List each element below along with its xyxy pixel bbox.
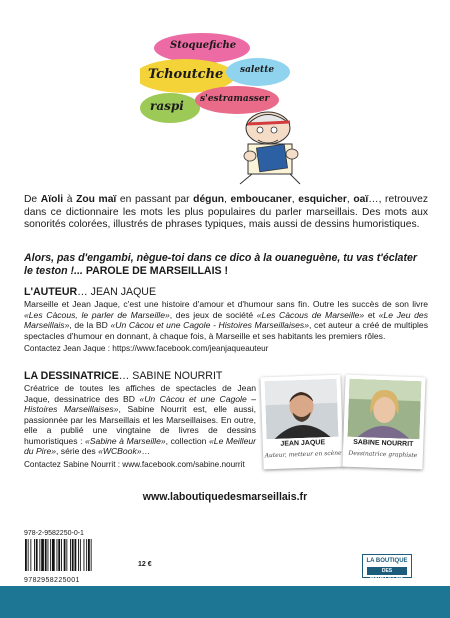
- price-label: 12 €: [138, 561, 152, 568]
- bottom-color-band: [0, 586, 450, 618]
- cartoon-illustration: [140, 28, 310, 188]
- author-photo-name: JEAN JAQUE: [280, 439, 326, 448]
- ean-number: 9782958225001: [24, 577, 80, 584]
- website-link[interactable]: www.laboutiquedesmarseillais.fr: [142, 491, 308, 503]
- barcode-block: [24, 530, 128, 584]
- author-section: [24, 286, 428, 354]
- author-photo-card: [260, 375, 343, 470]
- bubble-word: salette: [240, 65, 275, 75]
- author-photo-role: Auteur, metteur en scène: [264, 449, 342, 460]
- illustrator-photo: [347, 379, 421, 439]
- illustrator-bio: Créatrice de toutes les affiches de spectacles de Jean Jaque, dessinatrice des BD «Un Càcou et une Cagole – Histoires Marseillaises», Sabine Nourrit est, elle aussi, passionnée par les Marseillais et les Marseillaises. En outre, elle a publié une vingtaine de livres de dessins humoristiques : «Sabine à Marseille», collection «Le Meilleur du Pire», série des «WCBook»…: [24, 383, 257, 456]
- illustrator-photo-card: [342, 375, 425, 470]
- illustrator-photo-role: Dessinatrice graphiste: [348, 449, 418, 460]
- illustrator-photo-name: SABINE NOURRIT: [353, 438, 414, 449]
- isbn-number: 978-2-9582250-0-1: [24, 530, 84, 537]
- illustrator-title: LA DESSINATRICE… SABINE NOURRIT: [24, 370, 223, 382]
- bubble-word: raspi: [150, 99, 184, 113]
- illustrator-section: [24, 370, 256, 470]
- barcode-icon: [24, 539, 118, 571]
- bubble-word: Tchoutche: [148, 67, 224, 82]
- author-title: L'AUTEUR… JEAN JAQUE: [24, 286, 157, 298]
- publisher-logo: LA BOUTIQUE DES MARSEILLAIS: [362, 554, 412, 578]
- slogan: Alors, pas d'engambi, nègue-toi dans ce dico à la ouaneguène, tu vas t'éclater le teston !... PAROLE DE MARSEILLAIS !: [24, 252, 417, 277]
- bubble-word: s'estramasser: [200, 94, 270, 104]
- author-bio: Marseille et Jean Jaque, c'est une histoire d'amour et d'humour sans fin. Outre les succès de son livre «Les Càcous, le parler de Marseille», des jeux de société «Les Càcous de Marseille» et «Le Jeu des Marseillais», de la BD «Un Càcou et une Cagole - Histoires Marseillaises», cet auteur a créé de multiples spectacles d'humour en donnant, à chaque fois, à Marseille et ses habitants les premiers rôles.: [24, 299, 429, 341]
- bubble-word: Stoquefiche: [170, 40, 237, 51]
- character-drawing: [240, 112, 300, 184]
- intro-paragraph: De Aïoli à Zou maï en passant par dégun, emboucaner, esquicher, oaï…, retrouvez dans ce dictionnaire les mots les plus populaires du parler marseillais. Des mots aux sonorités colorées, illustrés de phrases typiques, mais aussi de dessins humoristiques.: [24, 194, 428, 231]
- illustrator-contact: Contactez Sabine Nourrit : www.facebook.com/sabine.nourrit: [24, 459, 245, 469]
- author-contact: Contactez Jean Jaque : https://www.facebook.com/jeanjaqueauteur: [24, 344, 269, 353]
- author-photo: [265, 379, 339, 439]
